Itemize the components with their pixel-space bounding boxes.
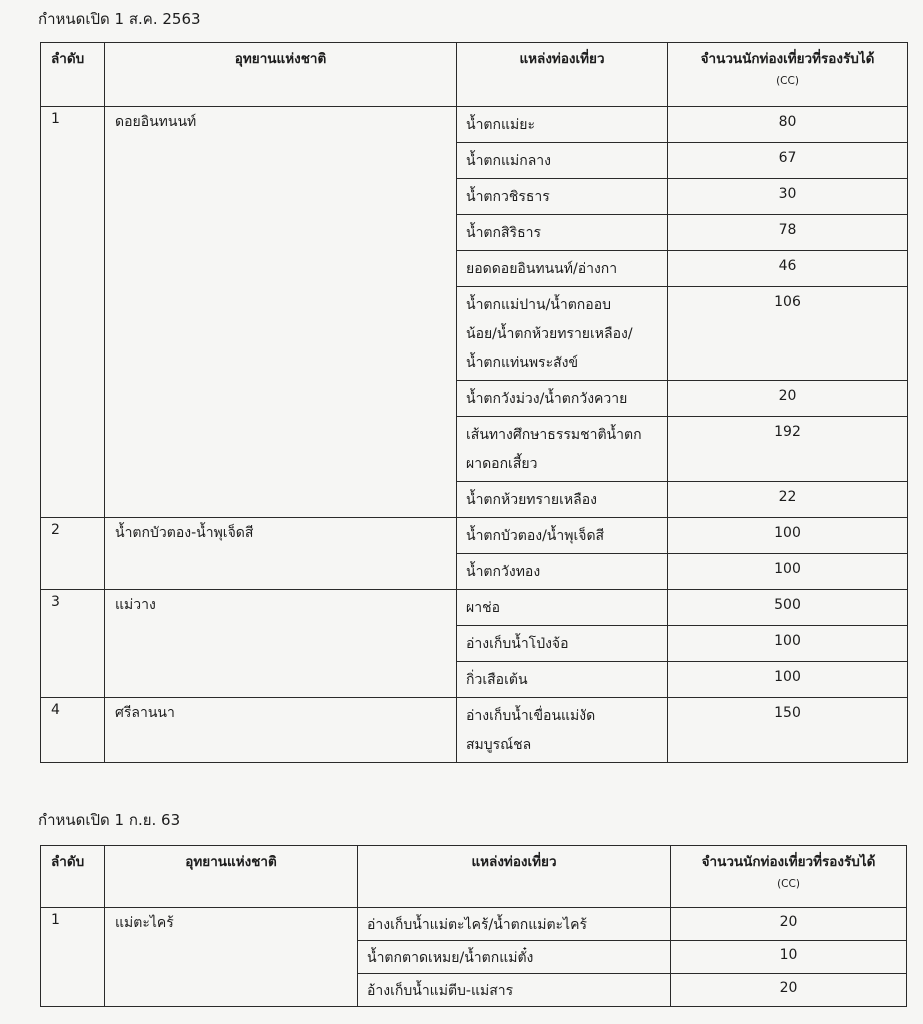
site-name-line: เส้นทางศึกษาธรรมชาติน้ำตก xyxy=(466,427,642,443)
site-cell xyxy=(457,381,668,417)
table-header-row xyxy=(41,43,908,107)
site-name-line: น้ำตกแท่นพระสังข์ xyxy=(466,355,579,371)
site-cell xyxy=(457,698,668,763)
capacity-cell: 46 xyxy=(668,251,908,287)
capacity-cell: 10 xyxy=(671,941,907,974)
header-site: แหล่งท่องเที่ยว xyxy=(457,43,668,107)
site-name-line: น้ำตกบัวตอง/น้ำพุเจ็ดสี xyxy=(466,528,605,544)
park-number-cell: 2 xyxy=(41,518,105,590)
site-name-line: ผาช่อ xyxy=(466,600,500,616)
section1-table xyxy=(40,42,908,763)
park-name-cell: แม่วาง xyxy=(105,590,457,698)
park-number-cell: 1 xyxy=(41,908,105,1007)
site-cell xyxy=(457,287,668,381)
section2-title: กำหนดเปิด 1 ก.ย. 63 xyxy=(38,811,181,829)
table-row xyxy=(41,107,908,143)
capacity-cell: 100 xyxy=(668,662,908,698)
site-name-line: ผาดอกเสี้ยว xyxy=(466,456,538,472)
park-name-cell: น้ำตกบัวตอง-น้ำพุเจ็ดสี xyxy=(105,518,457,590)
site-name-line: ยอดดอยอินทนนท์/อ่างกา xyxy=(466,261,618,277)
section1-title: กำหนดเปิด 1 ส.ค. 2563 xyxy=(38,10,201,28)
site-name-line: กิ่วเสือเต้น xyxy=(466,672,528,688)
table-row xyxy=(41,698,908,763)
header-site: แหล่งท่องเที่ยว xyxy=(358,846,671,908)
capacity-cell: 67 xyxy=(668,143,908,179)
table-header-row xyxy=(41,846,907,908)
site-cell xyxy=(457,482,668,518)
section2-table xyxy=(40,845,907,1007)
site-name-line: น้ำตกวังม่วง/น้ำตกวังควาย xyxy=(466,391,628,407)
header-park: อุทยานแห่งชาติ xyxy=(105,846,358,908)
header-no: ลำดับ xyxy=(41,846,105,908)
site-cell xyxy=(457,143,668,179)
site-name-line: อ่างเก็บน้ำแม่ตะไคร้/น้ำตกแม่ตะไคร้ xyxy=(367,917,587,933)
capacity-cell: 106 xyxy=(668,287,908,381)
site-name-line: สมบูรณ์ชล xyxy=(466,737,532,753)
site-name-line: น้อย/น้ำตกห้วยทรายเหลือง/ xyxy=(466,326,633,342)
capacity-cell: 80 xyxy=(668,107,908,143)
header-capacity-label: จำนวนนักท่องเที่ยวที่รองรับได้ xyxy=(701,854,876,870)
park-number-cell: 3 xyxy=(41,590,105,698)
site-name-line: น้ำตกสิริธาร xyxy=(466,225,541,241)
site-cell xyxy=(457,107,668,143)
site-cell xyxy=(457,662,668,698)
site-name-line: น้ำตกห้วยทรายเหลือง xyxy=(466,492,597,508)
capacity-cell: 20 xyxy=(668,381,908,417)
site-cell xyxy=(358,974,671,1007)
site-cell xyxy=(358,941,671,974)
site-cell xyxy=(457,518,668,554)
header-capacity xyxy=(668,43,908,107)
park-name-cell: ดอยอินทนนท์ xyxy=(105,107,457,518)
capacity-cell: 150 xyxy=(668,698,908,763)
header-park: อุทยานแห่งชาติ xyxy=(105,43,457,107)
site-name-line: น้ำตกวชิรธาร xyxy=(466,189,550,205)
header-capacity xyxy=(671,846,907,908)
header-capacity-label: จำนวนนักท่องเที่ยวที่รองรับได้ xyxy=(700,51,875,67)
capacity-cell: 500 xyxy=(668,590,908,626)
site-name-line: น้ำตกแม่กลาง xyxy=(466,153,552,169)
capacity-cell: 100 xyxy=(668,518,908,554)
site-name-line: น้ำตกวังทอง xyxy=(466,564,541,580)
site-cell xyxy=(457,417,668,482)
capacity-cell: 22 xyxy=(668,482,908,518)
park-name-cell: แม่ตะไคร้ xyxy=(105,908,358,1007)
site-cell xyxy=(457,626,668,662)
capacity-cell: 100 xyxy=(668,626,908,662)
site-cell xyxy=(457,590,668,626)
header-capacity-unit: (CC) xyxy=(776,75,799,87)
capacity-cell: 30 xyxy=(668,179,908,215)
site-name-line: อ้างเก็บน้ำแม่ตีบ-แม่สาร xyxy=(367,983,514,999)
capacity-cell: 78 xyxy=(668,215,908,251)
site-cell xyxy=(457,251,668,287)
table-row xyxy=(41,908,907,941)
capacity-cell: 20 xyxy=(671,908,907,941)
capacity-cell: 20 xyxy=(671,974,907,1007)
site-name-line: อ่างเก็บน้ำเขื่อนแม่งัด xyxy=(466,708,596,724)
site-name-line: น้ำตกแม่ยะ xyxy=(466,117,535,133)
header-capacity-unit: (CC) xyxy=(777,878,800,890)
header-no: ลำดับ xyxy=(41,43,105,107)
site-cell xyxy=(457,554,668,590)
table-row xyxy=(41,590,908,626)
capacity-cell: 100 xyxy=(668,554,908,590)
site-name-line: อ่างเก็บน้ำโป่งจ้อ xyxy=(466,636,569,652)
park-number-cell: 4 xyxy=(41,698,105,763)
table-row xyxy=(41,518,908,554)
site-name-line: น้ำตกตาดเหมย/น้ำตกแม่ตั๋ง xyxy=(367,950,534,966)
capacity-cell: 192 xyxy=(668,417,908,482)
site-cell xyxy=(457,179,668,215)
site-cell xyxy=(358,908,671,941)
site-name-line: น้ำตกแม่ปาน/น้ำตกออบ xyxy=(466,297,611,313)
park-number-cell: 1 xyxy=(41,107,105,518)
site-cell xyxy=(457,215,668,251)
park-name-cell: ศรีลานนา xyxy=(105,698,457,763)
